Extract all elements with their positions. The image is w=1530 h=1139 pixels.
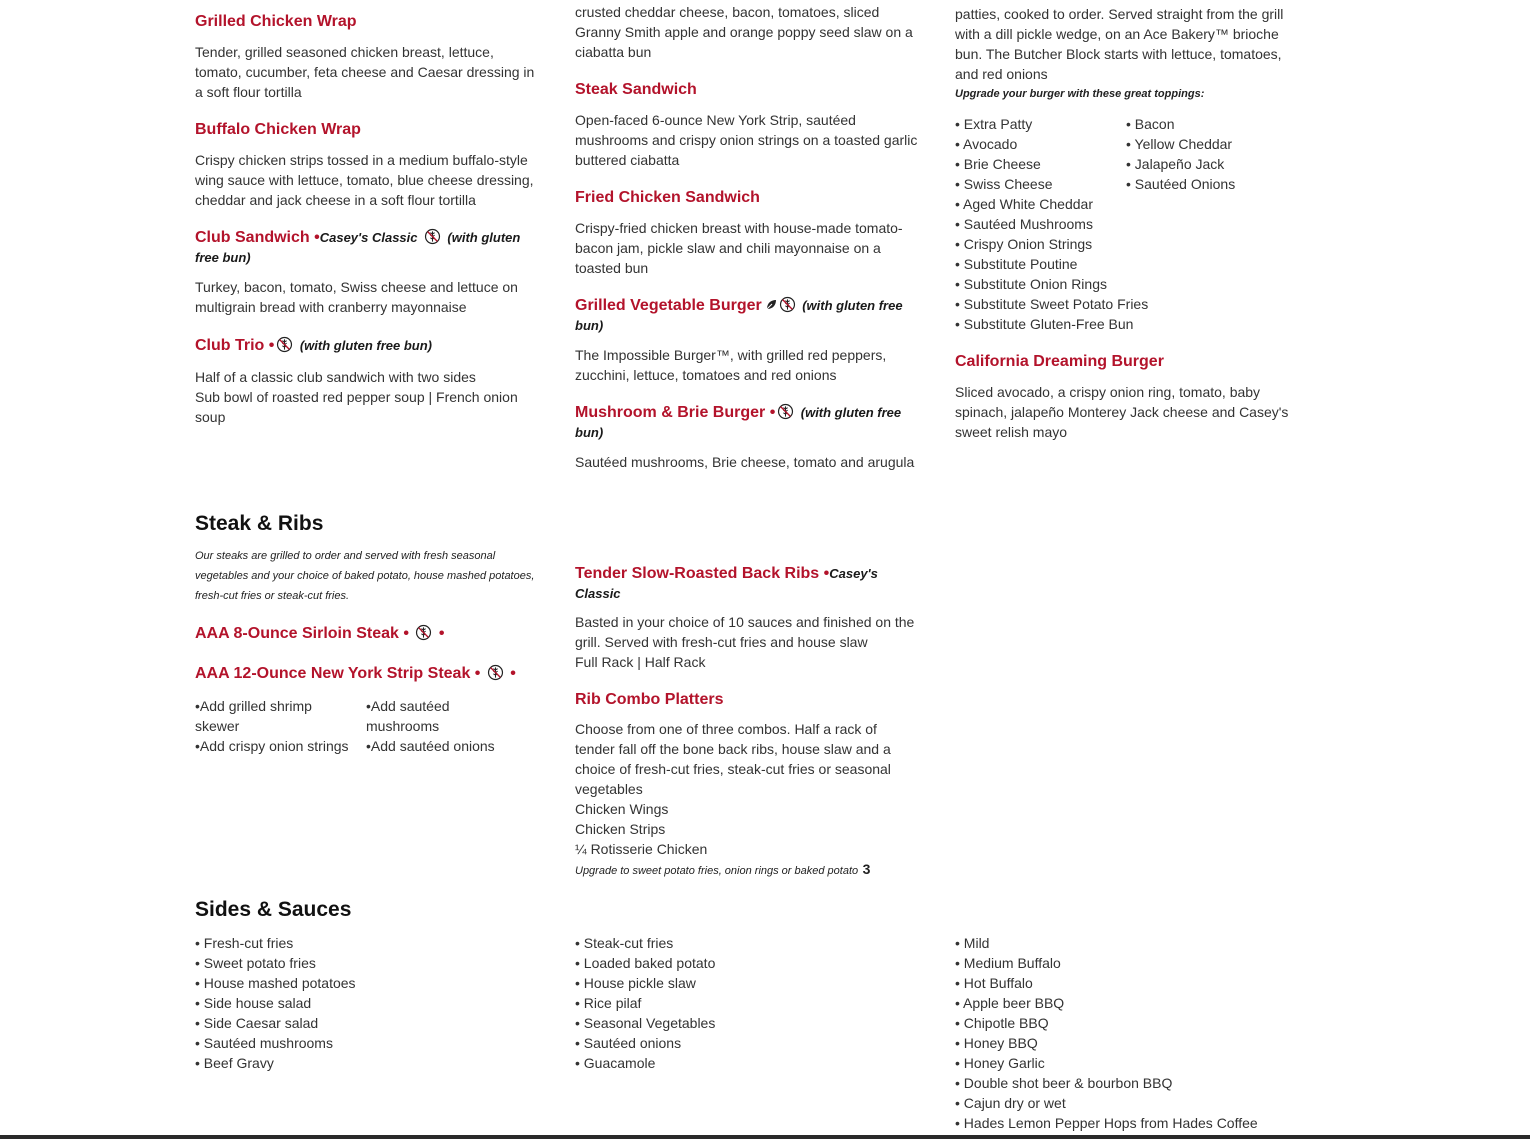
item-description: Crispy chicken strips tossed in a medium buffalo-style wing sauce with lettuce, tomato, blue cheese dressing, cheddar and jack cheese in a soft flour tortilla — [195, 152, 534, 208]
item-description: Tender, grilled seasoned chicken breast, lettuce, tomato, cucumber, feta cheese and Caesar dressing in a soft flour tortilla — [195, 44, 535, 100]
sauce-item: • Apple beer BBQ — [955, 995, 1065, 1011]
gluten-free-note: (with gluten free bun) — [195, 230, 521, 265]
item-title: Mushroom & Brie Burger • — [575, 404, 776, 421]
burger-intro — [955, 4, 1290, 104]
side-item: • Guacamole — [575, 1055, 656, 1071]
topping-item: • Sautéed Onions — [1126, 176, 1236, 192]
side-item: • Fresh-cut fries — [195, 935, 294, 951]
menu-item-california-dreaming-burger — [955, 352, 1290, 442]
addon-item: •Add sautéed onions — [366, 738, 495, 754]
gluten-free-note: (with gluten free bun) — [575, 405, 902, 440]
item-description: Sautéed mushrooms, Brie cheese, tomato and arugula — [575, 454, 915, 470]
sauce-item: • Medium Buffalo — [955, 955, 1061, 971]
menu-item-continued-description — [575, 2, 920, 62]
topping-item: • Substitute Sweet Potato Fries — [955, 296, 1149, 312]
item-description: Half of a classic club sandwich with two sides — [195, 369, 476, 385]
gluten-free-icon — [779, 296, 796, 313]
gluten-free-icon — [487, 664, 504, 681]
topping-item: • Sautéed Mushrooms — [955, 216, 1093, 232]
sauce-item: • Cajun dry or wet — [955, 1095, 1066, 1111]
item-description: Crispy-fried chicken breast with house-made tomato-bacon jam, pickle slaw and chili mayonnaise on a toasted bun — [575, 220, 903, 276]
item-title: Club Trio • — [195, 337, 275, 354]
item-title-bullet: • — [438, 625, 445, 642]
upgrade-price: 3 — [862, 861, 871, 877]
topping-item: • Yellow Cheddar — [1126, 136, 1233, 152]
item-title: AAA 8-Ounce Sirloin Steak • — [195, 625, 409, 642]
gluten-free-icon — [777, 403, 794, 420]
upgrade-note: Upgrade your burger with these great toppings: — [955, 88, 1205, 100]
steak-addon — [195, 696, 355, 736]
item-title-row — [575, 403, 920, 443]
side-item: • Loaded baked potato — [575, 955, 716, 971]
sauce-item: • Chipotle BBQ — [955, 1015, 1049, 1031]
item-title: Steak Sandwich — [575, 81, 697, 98]
side-item: • Steak-cut fries — [575, 935, 674, 951]
toppings-list-left — [955, 114, 1149, 334]
menu-item-ny-strip-steak — [195, 664, 555, 684]
side-item: • Side house salad — [195, 995, 312, 1011]
item-title: California Dreaming Burger — [955, 353, 1164, 370]
item-description: Sliced avocado, a crispy onion ring, tomato, baby spinach, jalapeño Monterey Jack cheese and Casey's sweet relish mayo — [955, 384, 1289, 440]
steak-addon — [195, 736, 365, 756]
side-item: • Seasonal Vegetables — [575, 1015, 716, 1031]
side-item: • Sweet potato fries — [195, 955, 316, 971]
item-title-row — [195, 624, 555, 644]
combo-option: Chicken Wings — [575, 801, 669, 817]
item-description: patties, cooked to order. Served straight from the grill with a dill pickle wedge, on an Ace Bakery™ brioche bun. The Butcher Block starts with lettuce, tomatoes, and red onions — [955, 6, 1284, 82]
menu-item-sirloin-steak — [195, 624, 555, 644]
item-description-sub: Sub bowl of roasted red pepper soup | French onion soup — [195, 389, 518, 425]
gluten-free-icon — [415, 624, 432, 641]
casey-classic-label: Casey's Classic — [319, 230, 418, 245]
steak-addon — [366, 736, 536, 756]
menu-item-mushroom-brie-burger — [575, 403, 920, 472]
sides-list-2 — [575, 933, 920, 1073]
upgrade-row — [575, 859, 920, 881]
addon-item: •Add sautéed mushrooms — [366, 698, 450, 734]
upgrade-text: Upgrade to sweet potato fries, onion rings or baked potato — [575, 865, 859, 877]
topping-item: • Brie Cheese — [955, 156, 1041, 172]
side-item: • House pickle slaw — [575, 975, 696, 991]
item-title: Grilled Chicken Wrap — [195, 13, 357, 30]
topping-item: • Substitute Onion Rings — [955, 276, 1107, 292]
menu-item-rib-combo-platters — [575, 690, 920, 881]
menu-item-grilled-vegetable-burger — [575, 296, 920, 385]
side-item: • Side Caesar salad — [195, 1015, 319, 1031]
item-title-row — [575, 296, 920, 336]
item-description: crusted cheddar cheese, bacon, tomatoes, sliced Granny Smith apple and orange poppy seed slaw on a ciabatta bun — [575, 4, 913, 60]
item-description: Basted in your choice of 10 sauces and finished on the grill. Served with fresh-cut fries and house slaw — [575, 614, 915, 650]
toppings-list-right — [1126, 114, 1296, 194]
menu-item-buffalo-chicken-wrap — [195, 120, 540, 210]
item-description: Choose from one of three combos. Half a rack of tender fall off the bone back ribs, house slaw and a choice of fresh-cut fries, steak-cut fries or seasonal vegetables — [575, 721, 891, 797]
section-heading-steak-ribs: Steak & Ribs — [195, 512, 324, 535]
steak-intro — [195, 546, 540, 606]
casey-classic-label: Casey's Classic — [575, 566, 878, 601]
sauce-item: • Double shot beer & bourbon BBQ — [955, 1075, 1173, 1091]
item-title-row — [195, 664, 555, 684]
item-title-row — [575, 564, 920, 604]
topping-item: • Jalapeño Jack — [1126, 156, 1225, 172]
menu-item-steak-sandwich — [575, 80, 920, 170]
menu-item-grilled-chicken-wrap — [195, 12, 540, 102]
steak-intro-text: Our steaks are grilled to order and served with fresh seasonal vegetables and your choice of baked potato, house mashed potatoes, fresh-cut fries or steak-cut fries. — [195, 550, 535, 602]
gluten-free-note: (with gluten free bun) — [575, 298, 903, 333]
item-title: Rib Combo Platters — [575, 691, 724, 708]
menu-item-club-sandwich — [195, 228, 540, 317]
sides-list-1 — [195, 933, 540, 1073]
gluten-free-icon — [276, 336, 293, 353]
addon-item: •Add grilled shrimp skewer — [195, 698, 312, 734]
item-sizes: Full Rack | Half Rack — [575, 654, 706, 670]
topping-item: • Substitute Gluten-Free Bun — [955, 316, 1134, 332]
topping-item: • Avocado — [955, 136, 1018, 152]
item-title: Buffalo Chicken Wrap — [195, 121, 361, 138]
addon-item: •Add crispy onion strings — [195, 738, 349, 754]
topping-item: • Swiss Cheese — [955, 176, 1053, 192]
sauce-item: • Mild — [955, 935, 990, 951]
item-title-row — [195, 336, 540, 356]
sauce-item: • Honey BBQ — [955, 1035, 1038, 1051]
sauce-item: • Hot Buffalo — [955, 975, 1033, 991]
item-description: Open-faced 6-ounce New York Strip, sautéed mushrooms and crispy onion strings on a toasted garlic buttered ciabatta — [575, 112, 918, 168]
item-description: The Impossible Burger™, with grilled red peppers, zucchini, lettuce, tomatoes and red onions — [575, 347, 887, 383]
bottom-divider — [0, 1135, 1530, 1139]
topping-item: • Crispy Onion Strings — [955, 236, 1093, 252]
sauce-item: • Honey Garlic — [955, 1055, 1045, 1071]
side-item: • House mashed potatoes — [195, 975, 356, 991]
menu-item-fried-chicken-sandwich — [575, 188, 920, 278]
item-title-bullet: • — [510, 665, 516, 682]
sauce-item: • Hades Lemon Pepper Hops from Hades Coffee — [955, 1115, 1258, 1131]
side-item: • Sautéed mushrooms — [195, 1035, 333, 1051]
sauces-list — [955, 933, 1315, 1133]
gluten-free-icon — [424, 228, 441, 245]
gluten-free-note: (with gluten free bun) — [299, 338, 432, 353]
item-description: Turkey, bacon, tomato, Swiss cheese and lettuce on multigrain bread with cranberry mayonnaise — [195, 279, 518, 315]
section-heading-sides-sauces: Sides & Sauces — [195, 898, 352, 921]
side-item: • Beef Gravy — [195, 1055, 274, 1071]
item-title: Fried Chicken Sandwich — [575, 189, 760, 206]
item-title-row — [195, 228, 540, 268]
menu-item-club-trio — [195, 336, 540, 427]
topping-item: • Aged White Cheddar — [955, 196, 1093, 212]
topping-item: • Substitute Poutine — [955, 256, 1078, 272]
side-item: • Rice pilaf — [575, 995, 642, 1011]
item-title: Club Sandwich • — [195, 229, 320, 246]
item-title: AAA 12-Ounce New York Strip Steak • — [195, 665, 481, 682]
topping-item: • Extra Patty — [955, 116, 1033, 132]
vegetarian-leaf-icon — [765, 299, 777, 311]
topping-item: • Bacon — [1126, 116, 1175, 132]
side-item: • Sautéed onions — [575, 1035, 682, 1051]
item-title: Grilled Vegetable Burger — [575, 297, 762, 314]
steak-addon — [366, 696, 526, 736]
menu-item-back-ribs — [575, 564, 920, 672]
combo-option: Chicken Strips — [575, 821, 666, 837]
item-title: Tender Slow-Roasted Back Ribs • — [575, 565, 830, 582]
combo-option: ¼ Rotisserie Chicken — [575, 841, 708, 857]
